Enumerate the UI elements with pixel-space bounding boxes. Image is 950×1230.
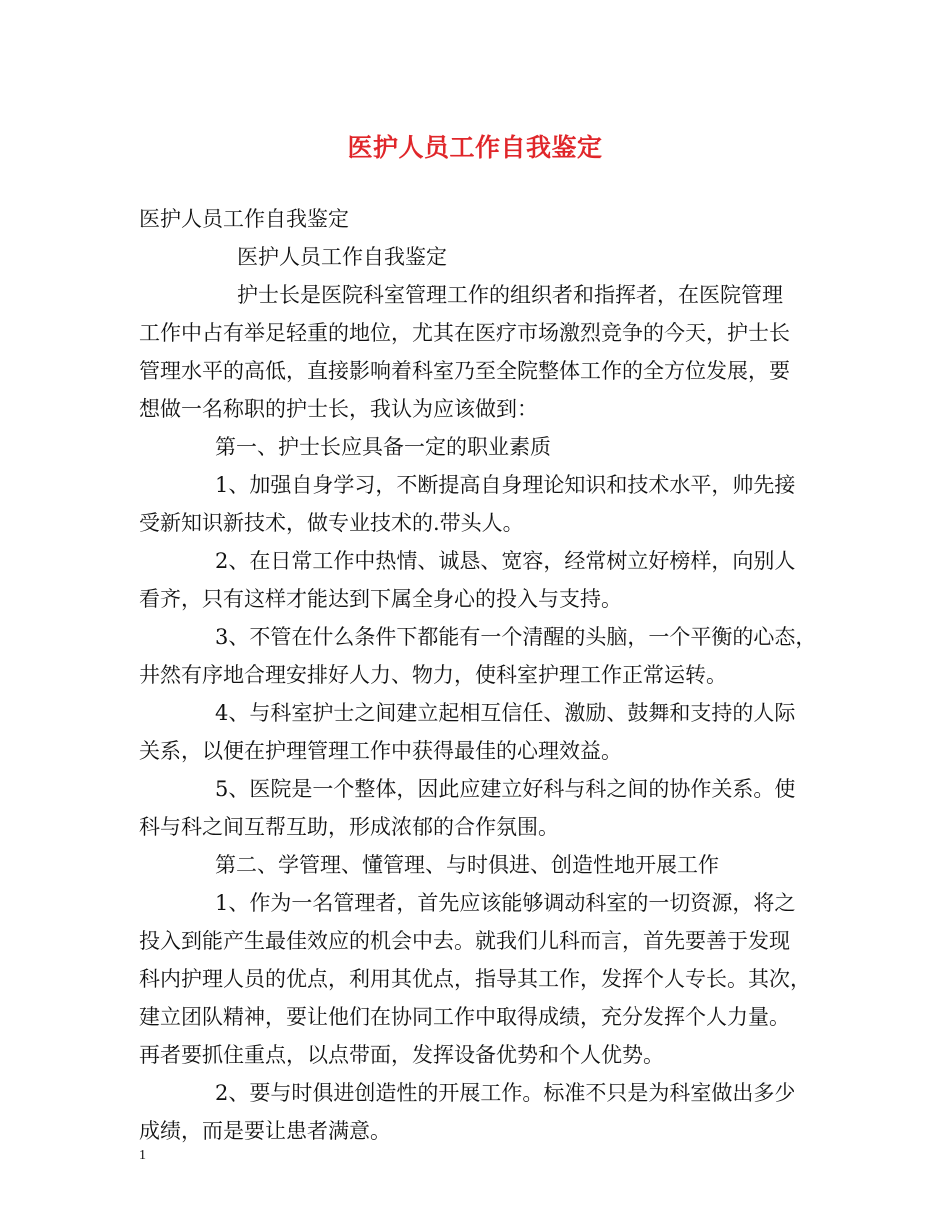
text-line: 1、作为一名管理者，首先应该能够调动科室的一切资源，将之 (215, 891, 796, 915)
text-line: 想做一名称职的护士长，我认为应该做到： (139, 397, 538, 421)
text-line: 工作中占有举足轻重的地位，尤其在医疗市场激烈竞争的今天，护士长 (139, 321, 790, 345)
text-line: 1、加强自身学习，不断提高自身理论知识和技术水平，帅先接 (215, 473, 796, 497)
text-line: 第二、学管理、懂管理、与时俱进、创造性地开展工作 (215, 853, 719, 877)
text-line: 科内护理人员的优点，利用其优点，指导其工作，发挥个人专长。其次， (139, 967, 811, 991)
text-line: 5、医院是一个整体，因此应建立好科与科之间的协作关系。使 (215, 777, 796, 801)
text-line: 4、与科室护士之间建立起相互信任、激励、鼓舞和支持的人际 (215, 701, 796, 725)
text-line: 建立团队精神，要让他们在协同工作中取得成绩，充分发挥个人力量。 (139, 1005, 790, 1029)
text-line: 管理水平的高低，直接影响着科室乃至全院整体工作的全方位发展，要 (139, 359, 790, 383)
text-line: 科与科之间互帮互助，形成浓郁的合作氛围。 (139, 815, 559, 839)
document-body (139, 200, 829, 1150)
text-line: 投入到能产生最佳效应的机会中去。就我们儿科而言，首先要善于发现 (139, 929, 790, 953)
text-line: 第一、护士长应具备一定的职业素质 (215, 435, 551, 459)
text-line: 井然有序地合理安排好人力、物力，使科室护理工作正常运转。 (139, 663, 727, 687)
text-line: 成绩，而是要让患者满意。 (139, 1119, 391, 1143)
text-line: 再者要抓住重点，以点带面，发挥设备优势和个人优势。 (139, 1043, 664, 1067)
document-title: 医护人员工作自我鉴定 (347, 133, 603, 162)
text-line: 关系，以便在护理管理工作中获得最佳的心理效益。 (139, 739, 622, 763)
text-line: 护士长是医院科室管理工作的组织者和指挥者，在医院管理 (237, 283, 783, 307)
text-line: 医护人员工作自我鉴定 (139, 207, 349, 231)
text-line: 受新知识新技术，做专业技术的.带头人。 (139, 511, 524, 535)
page-number: 1 (139, 1148, 146, 1163)
text-line: 2、要与时俱进创造性的开展工作。标准不只是为科室做出多少 (215, 1081, 796, 1105)
text-line: 3、不管在什么条件下都能有一个清醒的头脑，一个平衡的心态， (215, 625, 817, 649)
text-line: 2、在日常工作中热情、诚恳、宽容，经常树立好榜样，向别人 (215, 549, 796, 573)
text-line: 看齐，只有这样才能达到下属全身心的投入与支持。 (139, 587, 622, 611)
text-line: 医护人员工作自我鉴定 (237, 245, 447, 269)
